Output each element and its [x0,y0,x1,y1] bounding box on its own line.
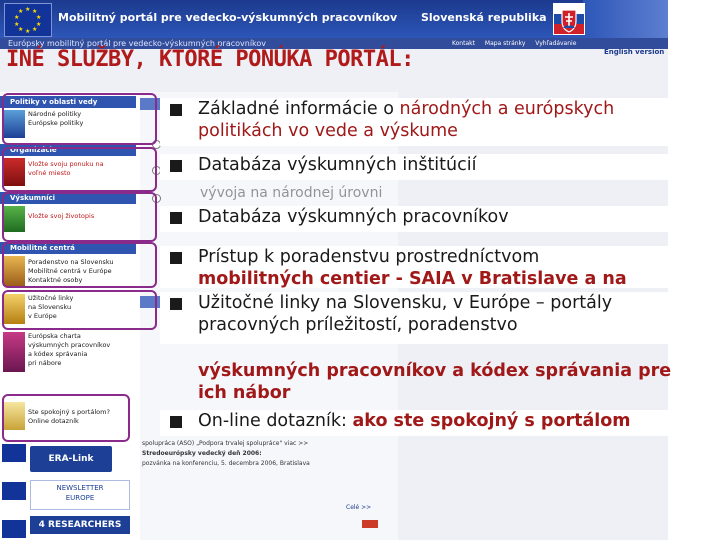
bullet-item-5 [160,292,690,344]
sidebar-centra-head: Mobilitné centrá [0,242,136,254]
bullet-square-icon [170,212,182,224]
frame-vyskumnici [2,192,157,242]
bullet-text-2: Databáza výskumných inštitúcií [198,155,477,175]
bullet-text-7 [198,410,690,432]
bullet-text-6: výskumných pracovníkov a kódex správania pre ich nábor [198,361,672,403]
bullet-7-highlight: ako ste spokojný s portálom [352,411,631,431]
sidebar-politiky-head: Politiky v oblasti vedy [0,96,136,108]
bullet-square-icon [170,104,182,116]
sidebar-item-charta-2[interactable]: výskumných pracovníkov [28,341,111,349]
sidebar-item-spokojny[interactable]: Ste spokojný s portálom? [28,408,110,416]
bullet-item-2 [160,154,690,180]
sidebar-item-linky[interactable]: Užitočné linky [28,294,74,302]
nav-contact[interactable]: Kontakt [452,40,475,47]
sidebar-item-narodne[interactable]: Národné politiky [28,110,82,118]
frame-organizacie [2,147,157,192]
sidebar-item-europske[interactable]: Európske politiky [28,119,84,127]
site-header [0,0,668,38]
sidebar-vyskumnici-head: Výskumníci [0,192,136,204]
slide-title: INÉ SLUŽBY, KTORÉ PONÚKA PORTÁL: [6,47,414,72]
ghost-line: vývoja na národnej úrovni [200,185,383,201]
sidebar-item-mobilitne[interactable]: Mobilitné centrá v Európe [28,267,112,275]
frame-spokojny [2,394,130,442]
sidebar-item-poradenstvo[interactable]: Poradenstvo na Slovensku [28,258,114,266]
rss-icon[interactable] [362,520,378,528]
eralink-banner[interactable]: ERA-Link [30,446,112,472]
sidebar-item-miesto[interactable]: voľné miesto [28,169,71,177]
eu-flag-icon: ★ ★ ★ ★ ★ ★ ★ ★ ★ ★ [4,3,52,37]
frame-politiky [2,93,157,145]
site-country: Slovenská republika [420,11,547,24]
charter-thumb-icon [3,332,25,372]
bullet-square-icon [170,416,182,428]
newsletter-line-2: EUROPE [65,494,95,502]
bullet-1-plain: Základné informácie o [198,99,400,119]
site-title [58,11,547,24]
bullet-item-1 [160,98,690,146]
eu-mini-flag-icon-3 [2,520,26,538]
newsletter-line-1: NEWSLETTER [56,484,104,492]
bullet-item-3 [160,206,690,232]
bullet-square-icon [170,298,182,310]
bullet-text-4 [198,246,690,288]
frame-linky [2,290,157,330]
bullet-text-5: Užitočné linky na Slovensku, v Európe – portály pracovných príležitostí, poradenstvo [198,293,613,335]
bullet-1-highlight: národných a európskych politikách vo vede a výskume [198,99,615,141]
bullet-4-line-1: Prístup k poradenstvu prostredníctvom [198,247,540,267]
bullet-4-line-2: mobilitných centier - SAIA v Bratislave a na [198,269,627,288]
breadcrumb: Európsky mobilitný portál pre vedecko-výskumných pracovníkov [8,39,267,48]
nav-search[interactable]: Vyhľadávanie [535,40,577,47]
sidebar-item-charta-4[interactable]: pri nábore [28,359,62,367]
sidebar-item-dotaznik[interactable]: Online dotazník [28,417,79,425]
bullet-text-3: Databáza výskumných pracovníkov [198,207,509,227]
center-more-link[interactable]: Celé >> [346,504,372,511]
header-band [583,0,668,38]
eu-mini-flag-icon [2,444,26,462]
center-line-invite: pozvánka na konferenciu, 5. decembra 2006, Bratislava [142,460,310,467]
sidebar-charta [0,328,136,378]
bullet-square-icon [170,160,182,172]
bullet-item-6 [160,360,690,408]
newsletter-banner[interactable] [30,480,130,510]
bullet-item-4 [160,246,690,288]
eu-mini-flag-icon-2 [2,482,26,500]
newsletter-footer-banner[interactable]: 4 RESEARCHERS [30,516,130,534]
sidebar-item-zivotopis[interactable]: Vložte svoj životopis [28,212,95,220]
sidebar-organizacie-head: Organizácie [0,144,136,156]
sidebar-charta-list [28,332,110,368]
sidebar-item-ponuka[interactable]: Vložte svoju ponuku na [28,160,104,168]
center-line-event: Stredoeurópsky vedecký deň 2006: [142,450,262,457]
slovak-emblem-icon [553,3,585,35]
nav-sitemap[interactable]: Mapa stránky [484,40,526,47]
sidebar-item-charta[interactable]: Európska charta [28,332,81,340]
site-title-text: Mobilitný portál pre vedecko-výskumných pracovníkov [58,11,398,24]
bullet-7-plain: On-line dotazník: [198,411,353,431]
sidebar-item-kontakt[interactable]: Kontaktné osoby [28,276,83,284]
sidebar-item-linky-eu[interactable]: v Európe [28,312,57,320]
center-line-aso: spolupráca (ASO) „Podpora trvalej spolupráce" viac >> [142,440,309,447]
top-nav [452,38,584,49]
bullet-square-icon [170,252,182,264]
frame-centra [2,242,157,288]
sidebar-item-charta-3[interactable]: a kódex správania [28,350,88,358]
english-version-link[interactable]: English version [604,48,665,56]
bullet-text-1 [198,98,690,142]
bullet-item-7 [160,410,690,436]
sidebar-item-linky-sk[interactable]: na Slovensku [28,303,72,311]
